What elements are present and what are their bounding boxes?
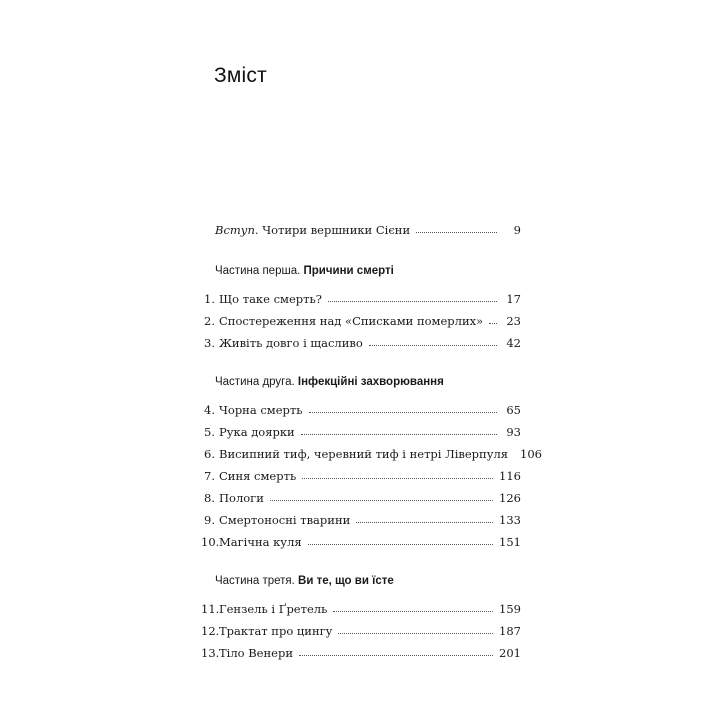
chapter-number: 5.	[204, 425, 215, 439]
toc-entry	[201, 423, 521, 441]
page-number: 187	[499, 624, 521, 638]
part-title: Причини смерті	[303, 265, 394, 277]
toc-entry	[201, 511, 521, 529]
leader-dots	[416, 231, 497, 233]
chapter-number: 13.	[201, 646, 220, 660]
leader-dots	[299, 654, 493, 656]
chapter-title: Живіть довго і щасливо	[219, 336, 363, 350]
toc-entry	[201, 467, 521, 485]
chapter-number: 11.	[201, 602, 220, 616]
leader-dots	[309, 411, 497, 413]
toc-entry	[201, 533, 521, 551]
leader-dots	[270, 499, 493, 501]
toc-entry	[201, 401, 521, 419]
part-title: Інфекційні захворювання	[297, 376, 444, 388]
leader-dots	[489, 322, 497, 324]
chapter-number: 7.	[204, 469, 215, 483]
chapter-title: Гензель і Ґретель	[219, 602, 328, 616]
chapter-title: Чорна смерть	[219, 403, 303, 417]
toc-entry	[201, 489, 521, 507]
page-number: 126	[499, 491, 521, 505]
toc-entry	[201, 290, 521, 308]
chapter-title: Пологи	[219, 491, 264, 505]
part-title: Ви те, що ви їсте	[298, 575, 394, 587]
leader-dots	[356, 521, 493, 523]
chapter-title: Тіло Венери	[219, 646, 293, 660]
toc-entry	[201, 334, 521, 352]
toc-entry-intro	[201, 221, 521, 239]
chapter-title: Смертоносні тварини	[219, 513, 351, 527]
leader-dots	[338, 632, 493, 634]
leader-dots	[333, 610, 493, 612]
page-number: 133	[499, 513, 521, 527]
page-number: 65	[506, 403, 521, 417]
page-number: 23	[506, 314, 521, 328]
leader-dots	[328, 300, 497, 302]
chapter-number: 3.	[204, 336, 215, 350]
leader-dots	[302, 477, 493, 479]
page-number: 17	[506, 292, 521, 306]
chapter-title: Трактат про цингу	[219, 624, 333, 638]
toc-entry	[201, 312, 521, 330]
leader-dots	[308, 543, 493, 545]
chapter-number: 10.	[201, 535, 220, 549]
part-heading-1	[215, 262, 394, 280]
part-prefix: Частина третя.	[215, 575, 295, 587]
page-number: 159	[499, 602, 521, 616]
toc-entry	[201, 600, 521, 618]
chapter-title: Синя смерть	[219, 469, 297, 483]
page-number: 42	[506, 336, 521, 350]
intro-label: Вступ.	[215, 223, 259, 237]
chapter-number: 8.	[204, 491, 215, 505]
page-number: 151	[499, 535, 521, 549]
page-number: 93	[506, 425, 521, 439]
chapter-number: 2.	[204, 314, 215, 328]
chapter-number: 12.	[201, 624, 220, 638]
chapter-title: Рука доярки	[219, 425, 295, 439]
chapter-number: 4.	[204, 403, 215, 417]
chapter-title: Що таке смерть?	[219, 292, 322, 306]
chapter-number: 6.	[204, 447, 215, 461]
page-number: 9	[513, 223, 521, 237]
chapter-number: 1.	[204, 292, 215, 306]
toc-entry	[201, 622, 521, 640]
page-number: 116	[499, 469, 521, 483]
page-title: Зміст	[214, 64, 267, 87]
toc-entry	[201, 644, 521, 662]
leader-dots	[301, 433, 497, 435]
chapter-title: Спостереження над «Списками померлих»	[219, 314, 484, 328]
part-heading-2	[215, 373, 444, 391]
chapter-title: Магічна куля	[219, 535, 302, 549]
chapter-title: Висипний тиф, черевний тиф і нетрі Ліверпуля	[219, 447, 509, 461]
intro-title: Чотири вершники Сієни	[262, 223, 411, 237]
toc-entry	[201, 445, 542, 463]
part-heading-3	[215, 572, 394, 590]
leader-dots	[369, 344, 497, 346]
page-number: 201	[499, 646, 521, 660]
part-prefix: Частина перша.	[215, 265, 301, 277]
page-number: 106	[520, 447, 542, 461]
part-prefix: Частина друга.	[215, 376, 295, 388]
chapter-number: 9.	[204, 513, 215, 527]
